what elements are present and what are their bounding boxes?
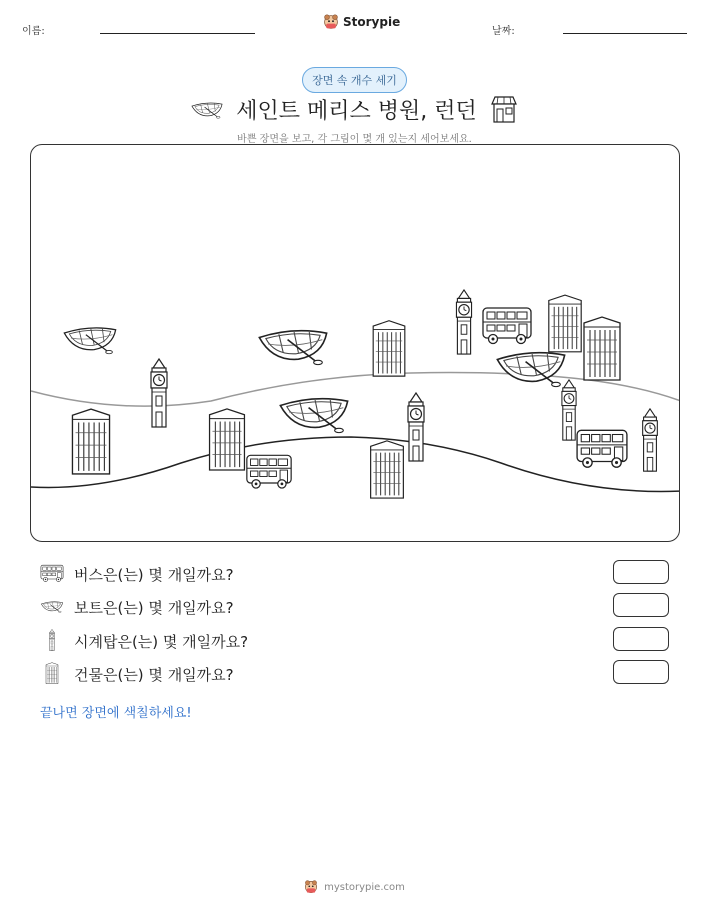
mascot-icon: [304, 880, 318, 894]
question-text: 건물은(는) 몇 개일까요?: [74, 666, 234, 684]
footer: [0, 880, 709, 894]
title-row: [0, 94, 709, 124]
counting-scene: [30, 144, 680, 542]
building-icon: [40, 662, 64, 684]
back-hill: [31, 373, 680, 407]
answer-box-bus[interactable]: [613, 560, 669, 584]
answer-box-clock-tower[interactable]: [613, 627, 669, 651]
name-label: 이름:: [22, 26, 45, 37]
building[interactable]: [373, 321, 405, 376]
question-building: [40, 660, 680, 686]
shop-icon: [489, 94, 519, 124]
date-line[interactable]: [563, 33, 687, 34]
activity-badge: 장면 속 개수 세기: [302, 67, 407, 93]
building[interactable]: [210, 409, 245, 470]
building[interactable]: [549, 295, 581, 352]
boat-icon: [190, 98, 224, 120]
question-boat: [40, 593, 680, 619]
bus[interactable]: [247, 455, 291, 488]
question-clock-tower: [40, 627, 680, 653]
clock-tower[interactable]: [562, 380, 576, 440]
clock-tower[interactable]: [643, 409, 658, 471]
building[interactable]: [584, 317, 620, 380]
boat[interactable]: [497, 353, 564, 387]
brand-logo: [323, 14, 400, 30]
clock-tower[interactable]: [456, 290, 471, 354]
date-label: 날짜:: [492, 26, 515, 37]
question-bus: [40, 560, 680, 586]
clock-tower[interactable]: [408, 393, 424, 461]
bus[interactable]: [577, 430, 627, 467]
instructions: 바쁜 장면을 보고, 각 그림이 몇 개 있는지 세어보세요.: [237, 134, 472, 145]
answer-box-boat[interactable]: [613, 593, 669, 617]
clock-tower-icon: [40, 629, 64, 651]
boat[interactable]: [64, 328, 115, 354]
clock-tower[interactable]: [151, 359, 167, 427]
scene-drawing: [31, 145, 680, 542]
building[interactable]: [371, 441, 404, 498]
page-title: 세인트 메리스 병원, 런던: [236, 98, 477, 124]
bus[interactable]: [483, 308, 531, 344]
question-text: 시계탑은(는) 몇 개일까요?: [74, 633, 249, 651]
building[interactable]: [72, 409, 109, 474]
question-text: 보트은(는) 몇 개일까요?: [74, 599, 234, 617]
finish-instruction: 끝나면 장면에 색칠하세요!: [40, 706, 192, 721]
boat-icon: [40, 595, 64, 617]
brand-name: Storypie: [343, 15, 401, 29]
footer-url[interactable]: mystorypie.com: [324, 881, 405, 893]
boat[interactable]: [259, 331, 326, 365]
name-line[interactable]: [100, 33, 255, 34]
question-text: 버스은(는) 몇 개일까요?: [74, 566, 234, 584]
answer-box-building[interactable]: [613, 660, 669, 684]
bus-icon: [40, 562, 64, 584]
mascot-icon: [323, 14, 339, 30]
boat[interactable]: [280, 399, 347, 433]
